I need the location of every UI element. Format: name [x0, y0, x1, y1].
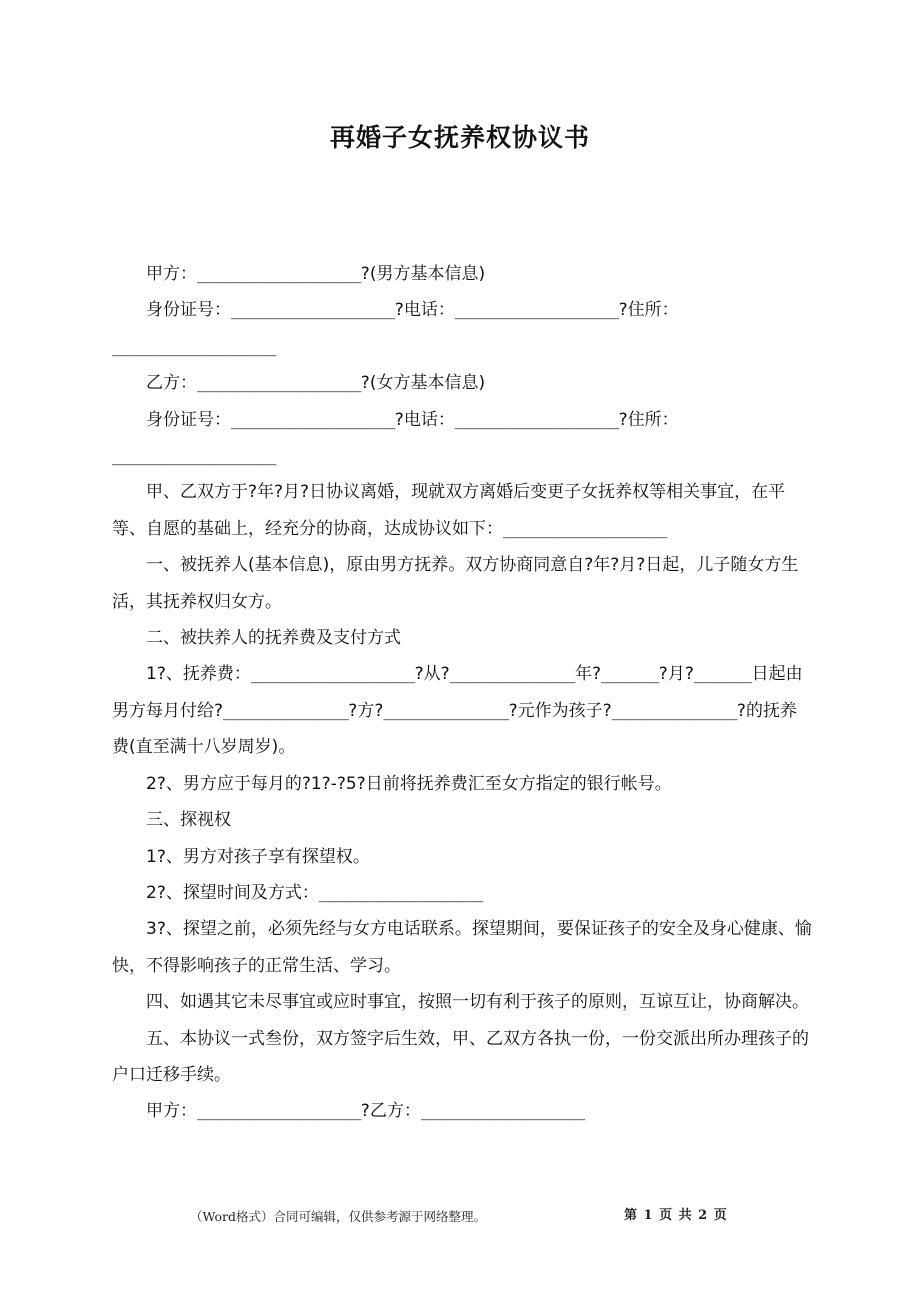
- fill-in-blank: _________________: [503, 518, 667, 539]
- fill-in-blank: ______: [693, 664, 752, 685]
- document-body: [112, 256, 812, 1130]
- clause-4: 四、如遇其它未尽事宜或应时事宜，按照一切有利于孩子的原则，互谅互让，协商解决。: [146, 992, 809, 1013]
- clause-3-heading: 三、探视权: [146, 810, 231, 831]
- fill-in-blank: _____________: [449, 664, 575, 685]
- fill-in-blank: _________________: [112, 336, 276, 357]
- clause-3-item-3: 3?、探望之前，必须先经与女方电话联系。探望期间，要保证孩子的安全及身心健康、愉快，不得影响孩子的正常生活、学习。: [112, 919, 812, 976]
- clause-2-item-1: 1?、抚养费：_________________?从?_____________年?______?月?______日起由男方每月付给?_____________?方?_____________?元作为孩子?_____________?的抚养费(直至满十八岁周岁)。: [112, 664, 803, 758]
- fill-in-blank: _________________: [197, 1101, 361, 1122]
- fill-in-blank: _____________: [383, 700, 509, 721]
- fill-in-blank: _________________: [454, 300, 619, 321]
- clause-3-item-1: 1?、男方对孩子享有探望权。: [146, 846, 370, 867]
- party-a-line: 甲方：_________________?(男方基本信息): [146, 264, 486, 284]
- fill-in-blank: ______: [600, 664, 659, 685]
- fill-in-blank: _________________: [112, 446, 276, 467]
- fill-in-blank: _________________: [454, 409, 619, 430]
- party-b-id-line: 身份证号：_________________?电话：_________________?住所：_________________: [112, 409, 679, 467]
- party-b-line: 乙方：_________________?(女方基本信息): [146, 373, 486, 394]
- fill-in-blank: _________________: [231, 409, 395, 430]
- fill-in-blank: _________________: [250, 664, 415, 685]
- fill-in-blank: _____________: [223, 700, 349, 721]
- party-a-id-line: 身份证号：_________________?电话：_________________?住所：_________________: [112, 300, 679, 357]
- fill-in-blank: _________________: [231, 300, 395, 321]
- fill-in-blank: _________________: [318, 882, 483, 903]
- clause-2-item-2: 2?、男方应于每月的?1?-?5?日前将抚养费汇至女方指定的银行帐号。: [146, 773, 672, 794]
- clause-3-item-2: 2?、探望时间及方式：_________________: [146, 882, 483, 903]
- document-title: 再婚子女抚养权协议书: [329, 123, 590, 152]
- clause-5: 五、本协议一式叁份，双方签字后生效，甲、乙双方各执一份，一份交派出所办理孩子的户口迁移手续。: [112, 1028, 809, 1085]
- signature-line: 甲方：_________________?乙方：_________________: [146, 1101, 585, 1122]
- fill-in-blank: _____________: [611, 700, 737, 721]
- footer-note: （Word格式）合同可编辑，仅供参考源于网络整理。: [190, 1209, 487, 1224]
- fill-in-blank: _________________: [420, 1101, 585, 1122]
- clause-2-heading: 二、被扶养人的抚养费及支付方式: [146, 628, 401, 649]
- clause-1: 一、被抚养人(基本信息)，原由男方抚养。双方协商同意自?年?月?日起，儿子随女方生活，其抚养权归女方。: [112, 555, 799, 612]
- preamble-paragraph: 甲、乙双方于?年?月?日协议离婚，现就双方离婚后变更子女抚养权等相关事宜，在平等、自愿的基础上，经充分的协商，达成协议如下：_________________: [112, 482, 786, 539]
- fill-in-blank: _________________: [197, 373, 361, 394]
- page-indicator: 第 1 页 共 2 页: [624, 1208, 728, 1223]
- fill-in-blank: _________________: [197, 264, 361, 284]
